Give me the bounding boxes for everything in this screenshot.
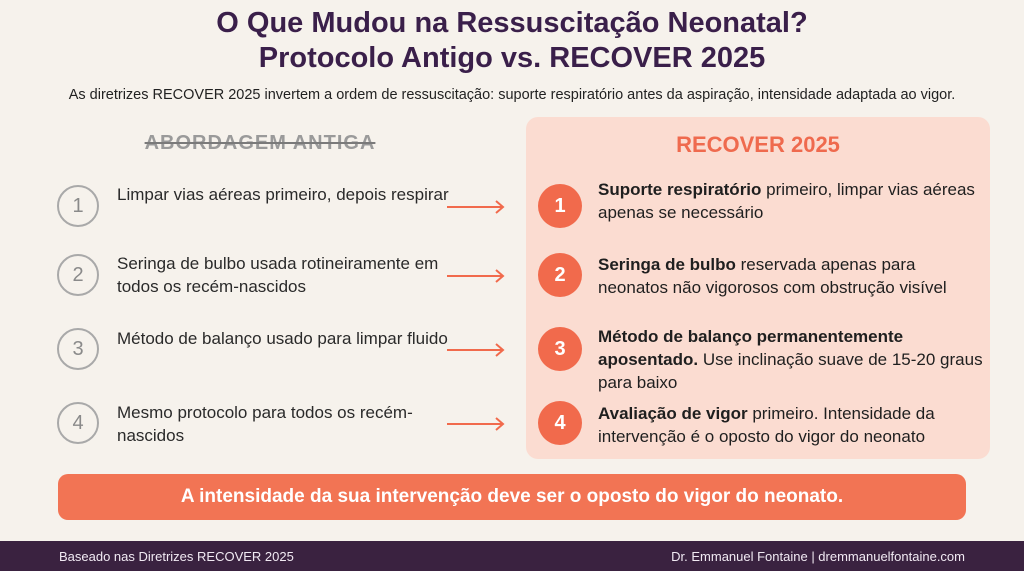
new-step-rest: primeiro. Intensidade da intervenção é o oposto do vigor do neonato (598, 404, 935, 446)
comparison-row-3 (0, 319, 1024, 392)
old-step-text: Método de balanço usado para limpar fluido (117, 329, 448, 348)
comparison-row-2 (0, 245, 1024, 305)
key-message-banner: A intensidade da sua intervenção deve ser o oposto do vigor do neonato. (58, 474, 966, 520)
old-approach-heading-text: ABORDAGEM ANTIGA (144, 132, 376, 154)
footer (0, 541, 1024, 571)
new-step-rest: primeiro, limpar vias aéreas apenas se necessário (598, 180, 975, 222)
arrow-right-icon (445, 269, 507, 283)
new-step-text (598, 325, 990, 394)
new-step-bold: Seringa de bulbo (598, 255, 736, 274)
arrow-right-icon (445, 343, 507, 357)
new-step-number: 1 (538, 184, 582, 228)
old-step-number: 2 (57, 254, 99, 296)
new-step-rest: Use inclinação suave de 15-20 graus para baixo (598, 350, 983, 392)
comparison-row-4 (0, 393, 1024, 453)
old-step-number: 1 (57, 185, 99, 227)
title-line-2: Protocolo Antigo vs. RECOVER 2025 (258, 42, 766, 74)
new-step-bold: Suporte respiratório (598, 180, 762, 199)
old-step-text: Mesmo protocolo para todos os recém-nascidos (117, 403, 413, 445)
new-step-text (598, 253, 990, 299)
page-subtitle: As diretrizes RECOVER 2025 invertem a ordem de ressuscitação: suporte respiratório antes da aspiração, intensidade adaptada ao vigor. (68, 87, 956, 103)
footer-author: Dr. Emmanuel Fontaine | dremmanuelfontaine.com (671, 549, 965, 564)
old-approach-heading (60, 132, 460, 155)
old-step-text: Limpar vias aéreas primeiro, depois respirar (117, 185, 449, 204)
comparison-row-1 (0, 176, 1024, 236)
footer-source: Baseado nas Diretrizes RECOVER 2025 (59, 549, 294, 564)
new-step-bold: Avaliação de vigor (598, 404, 748, 423)
old-step-text: Seringa de bulbo usada rotineiramente em todos os recém-nascidos (117, 254, 439, 296)
new-step-rest: reservada apenas para neonatos não vigorosos com obstrução visível (598, 255, 947, 297)
new-step-number: 4 (538, 401, 582, 445)
new-step-number: 2 (538, 253, 582, 297)
arrow-right-icon (445, 200, 507, 214)
old-step-number: 3 (57, 328, 99, 370)
old-step-number: 4 (57, 402, 99, 444)
recover-heading: RECOVER 2025 (676, 132, 840, 157)
title-line-1: O Que Mudou na Ressuscitação Neonatal? (216, 7, 808, 39)
arrow-right-icon (445, 417, 507, 431)
new-step-bold: Método de balanço permanentemente aposentado. (598, 327, 904, 369)
new-step-number: 3 (538, 327, 582, 371)
new-step-text (598, 178, 990, 224)
page-title (0, 6, 1024, 76)
new-step-text (598, 402, 990, 448)
